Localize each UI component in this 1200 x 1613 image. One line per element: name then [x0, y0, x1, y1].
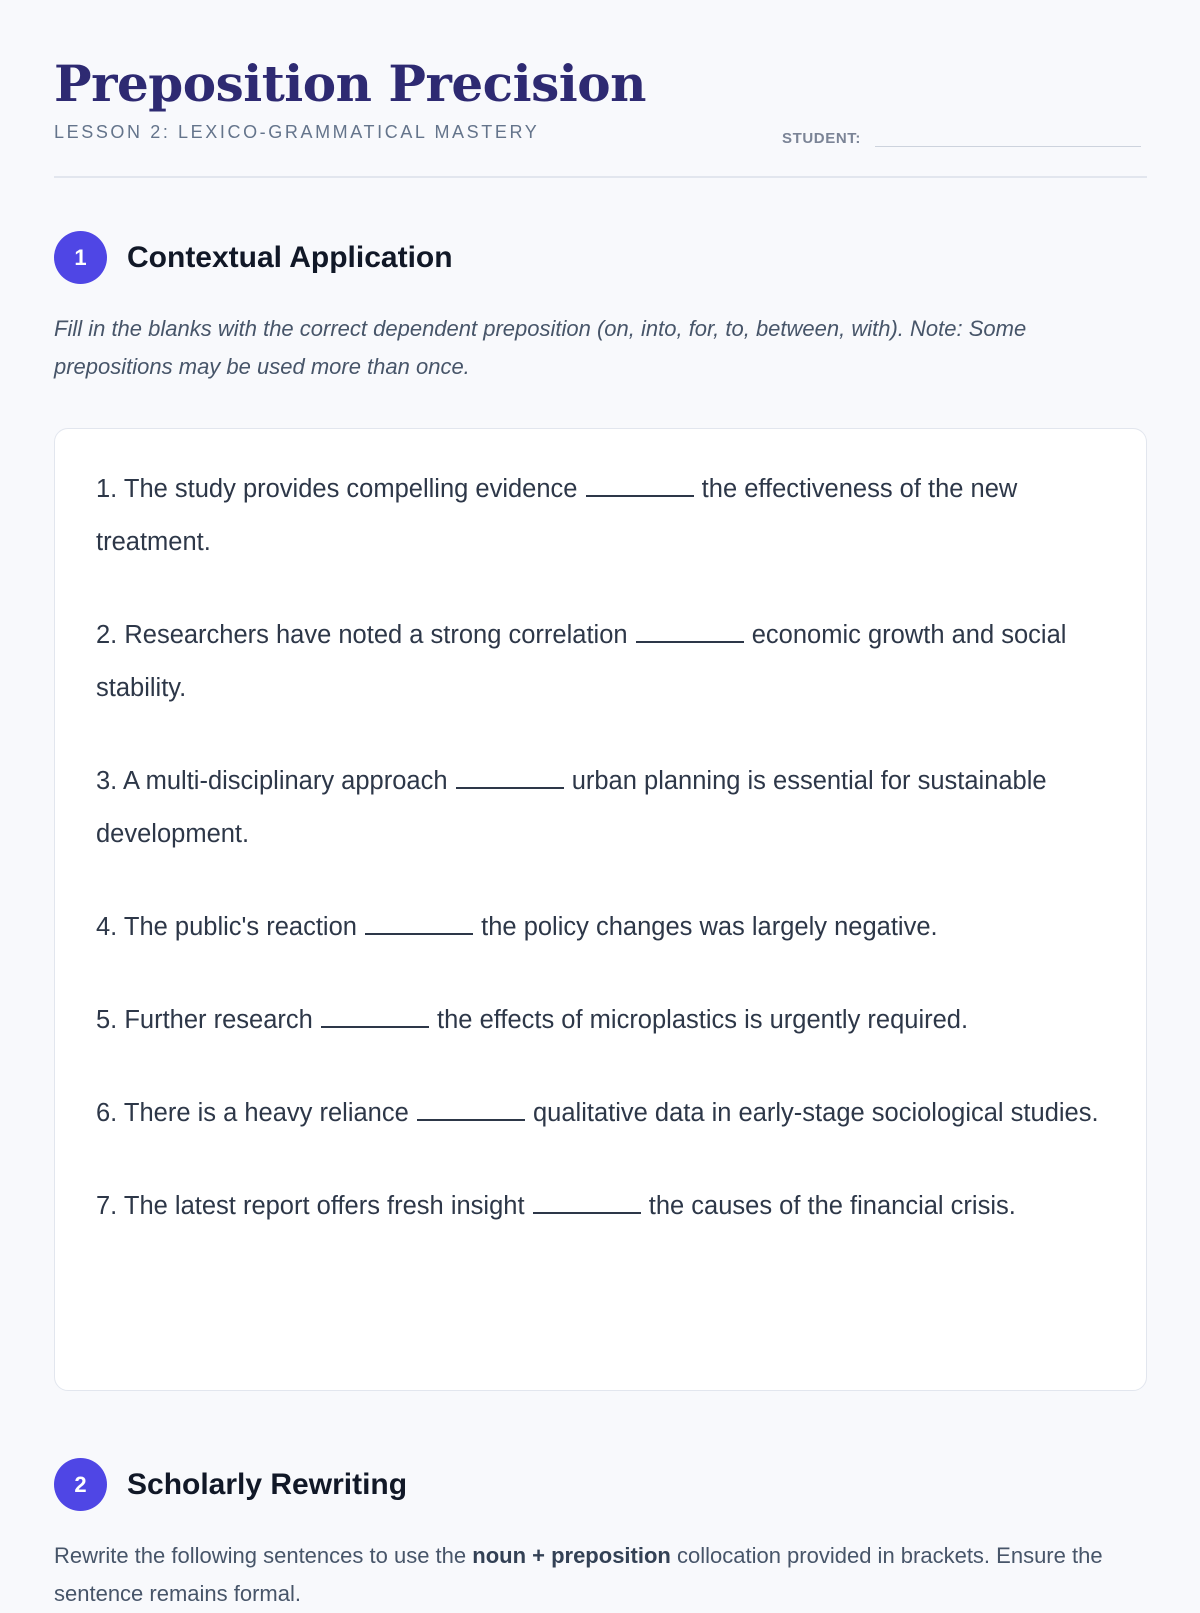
collocation-emphasis: noun + preposition — [472, 1543, 671, 1568]
answer-blank[interactable] — [417, 1101, 525, 1121]
question-item — [96, 463, 1106, 569]
question-text-before: 4. The public's reaction — [96, 913, 357, 941]
question-text-before: 6. There is a heavy reliance — [96, 1099, 409, 1127]
question-item — [96, 1180, 1106, 1233]
lesson-subtitle: LESSON 2: LEXICO-GRAMMATICAL MASTERY — [54, 122, 540, 142]
worksheet-page — [54, 0, 1147, 1606]
question-text-after: the effectiveness of the new treatment. — [96, 475, 1018, 556]
section-2-heading — [54, 1458, 407, 1511]
section-2-instructions-end: collocation provided in brackets. Ensure the sentence remains formal. — [54, 1543, 1103, 1606]
section-1-number-badge: 1 — [54, 231, 107, 284]
question-text-before: 3. A multi-disciplinary approach — [96, 767, 448, 795]
section-1-heading — [54, 231, 453, 284]
answer-blank[interactable] — [533, 1194, 641, 1214]
exercise-card — [54, 428, 1147, 1391]
answer-blank[interactable] — [365, 915, 473, 935]
section-2-instructions-start: Rewrite the following sentences to use the — [54, 1543, 467, 1568]
question-text-after: urban planning is essential for sustainable development. — [96, 767, 1047, 848]
question-text-before: 7. The latest report offers fresh insight — [96, 1192, 525, 1220]
question-text-after: economic growth and social stability. — [96, 621, 1067, 702]
question-item — [96, 994, 1106, 1047]
section-2-number-badge: 2 — [54, 1458, 107, 1511]
student-name-area — [782, 124, 1141, 147]
worksheet-header — [54, 0, 1147, 178]
question-item — [96, 901, 1106, 954]
question-text-before: 5. Further research — [96, 1006, 313, 1034]
section-1-instructions: Fill in the blanks with the correct dependent preposition (on, into, for, to, between, with). Note: Some prepositions may be used more than once. — [54, 316, 1027, 379]
question-item — [96, 609, 1106, 715]
student-label: STUDENT: — [782, 130, 861, 147]
answer-blank[interactable] — [456, 769, 564, 789]
section-2-instructions — [54, 1537, 1147, 1613]
student-name-line[interactable] — [875, 124, 1141, 147]
question-text-after: the policy changes was largely negative. — [481, 913, 938, 941]
question-text-after: the causes of the financial crisis. — [648, 1192, 1016, 1220]
question-text-after: the effects of microplastics is urgently required. — [437, 1006, 969, 1034]
question-item — [96, 755, 1106, 861]
question-text-before: 2. Researchers have noted a strong correlation — [96, 621, 628, 649]
question-text-after: qualitative data in early-stage sociological studies. — [532, 1099, 1099, 1127]
question-list — [96, 463, 1106, 1273]
question-item — [96, 1087, 1106, 1140]
section-1-title: Contextual Application — [127, 240, 453, 274]
section-2-title: Scholarly Rewriting — [127, 1467, 408, 1501]
answer-blank[interactable] — [321, 1008, 429, 1028]
question-text-before: 1. The study provides compelling evidence — [96, 475, 578, 503]
page-title: Preposition Precision — [54, 54, 646, 113]
answer-blank[interactable] — [586, 477, 694, 497]
answer-blank[interactable] — [636, 623, 744, 643]
